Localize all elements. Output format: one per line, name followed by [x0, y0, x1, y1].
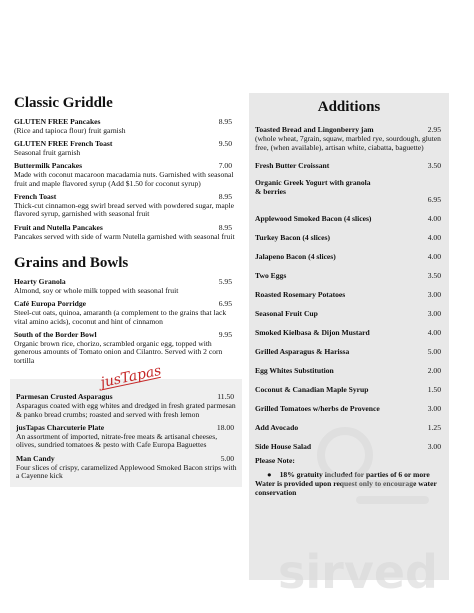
- menu-item: [14, 278, 236, 295]
- addition-name: Smoked Kielbasa & Dijon Mustard: [255, 328, 370, 337]
- addition-price: 2.95: [427, 125, 441, 134]
- addition-name: Organic Greek Yogurt with granola & berries: [255, 178, 371, 196]
- additions-simple-list: [255, 214, 441, 451]
- addition-price: 2.00: [427, 366, 441, 375]
- menu-item: [16, 455, 238, 481]
- addition-item: [255, 125, 441, 152]
- please-note-label: Please Note:: [255, 456, 295, 465]
- addition-item: [255, 309, 441, 318]
- menu-item-name: Café Europa Porridge: [14, 299, 86, 309]
- addition-item: [255, 271, 441, 280]
- menu-item-name: French Toast: [14, 192, 57, 202]
- addition-name: Egg Whites Substitution: [255, 366, 334, 375]
- addition-item: [255, 347, 441, 356]
- addition-item: [255, 214, 441, 223]
- addition-price: 4.00: [427, 233, 441, 242]
- jus-tapas-list: [16, 393, 238, 480]
- addition-item: [255, 233, 441, 242]
- section-title-classic-griddle: Classic Griddle: [14, 95, 113, 111]
- addition-price: 4.00: [427, 328, 441, 337]
- addition-item: [255, 404, 441, 413]
- addition-name: Side House Salad: [255, 442, 312, 451]
- section-title-additions: Additions: [317, 99, 381, 115]
- menu-item-name: GLUTEN FREE Pancakes: [14, 117, 101, 126]
- menu-item: [14, 224, 236, 241]
- menu-item: [14, 193, 236, 219]
- addition-item: [255, 178, 441, 204]
- addition-price: 4.00: [427, 252, 441, 261]
- menu-item: [14, 162, 236, 188]
- menu-item-price: 8.95: [218, 117, 232, 126]
- menu-item-name: Parmesan Crusted Asparagus: [16, 392, 113, 402]
- menu-item-description: Seasonal fruit garnish: [14, 147, 81, 157]
- menu-item-price: 11.50: [217, 392, 234, 402]
- menu-item-name: Hearty Granola: [14, 277, 66, 287]
- gratuity-note: [255, 470, 441, 479]
- menu-item-price: 9.95: [218, 330, 232, 340]
- addition-price: 3.00: [427, 442, 441, 451]
- addition-price: 4.00: [427, 214, 441, 223]
- water-note: Water is provided upon request only to encourage water conservation: [255, 479, 437, 497]
- addition-price: 3.00: [427, 290, 441, 299]
- addition-name: Coconut & Canadian Maple Syrup: [255, 385, 369, 394]
- addition-description: (whole wheat, 7grain, squaw, marbled rye, sourdough, gluten free, (when available), artisan white, ciabatta, baguette): [255, 134, 441, 152]
- addition-price: 1.50: [427, 385, 441, 394]
- menu-item-name: Man Candy: [16, 454, 55, 464]
- jus-tapas-box: [10, 363, 242, 486]
- addition-name: Applewood Smoked Bacon (4 slices): [255, 214, 372, 223]
- gratuity-text: 18% gratuity included for parties of 6 or more: [279, 470, 430, 479]
- menu-item-price: 9.50: [218, 139, 232, 149]
- addition-name: Fresh Butter Croissant: [255, 161, 330, 170]
- menu-item-description: Made with coconut macaroon macadamia nuts. Garnished with seasonal fruit and maple flavored syrup (Add $1.50 for coconut syrup): [14, 169, 234, 188]
- addition-name: Grilled Tomatoes w/herbs de Provence: [255, 404, 380, 413]
- menu-item-description: (Rice and tapioca flour) fruit garnish: [14, 125, 126, 135]
- jus-tapas-logo-text: jusTapas: [99, 363, 163, 392]
- menu-item-description: Organic brown rice, chorizo, scrambled organic egg, topped with generous amounts of Tomato onion and Cilantro. Served with 2 corn tortilla: [14, 338, 223, 365]
- addition-name: Two Eggs: [255, 271, 287, 280]
- menu-item-name: GLUTEN FREE French Toast: [14, 139, 113, 149]
- additions-panel: [249, 93, 449, 580]
- addition-price: 3.50: [427, 271, 441, 280]
- menu-item: [16, 393, 238, 419]
- menu-item: [14, 331, 236, 365]
- addition-item: [255, 385, 441, 394]
- addition-item: [255, 423, 441, 432]
- menu-item-price: 5.95: [218, 277, 232, 287]
- menu-item-description: Four slices of crispy, caramelized Applewood Smoked Bacon strips with a Cayenne kick: [16, 462, 237, 481]
- addition-item: [255, 161, 441, 170]
- menu-item: [14, 140, 236, 157]
- addition-name: Jalapeno Bacon (4 slices): [255, 252, 336, 261]
- menu-item-name: South of the Border Bowl: [14, 330, 97, 340]
- jus-tapas-logo: [99, 363, 162, 390]
- bullet-icon: ●: [267, 470, 272, 479]
- addition-price: 3.00: [427, 309, 441, 318]
- addition-price: 3.50: [427, 161, 441, 170]
- addition-price: 6.95: [427, 195, 441, 204]
- addition-price: 1.25: [427, 423, 441, 432]
- menu-item-description: Pancakes served with side of warm Nutella garnished with seasonal fruit: [14, 231, 235, 241]
- menu-item-price: 18.00: [216, 423, 234, 433]
- menu-item-price: 7.00: [218, 161, 232, 171]
- watermark-text: sirved: [278, 545, 438, 599]
- classic-griddle-list: [14, 118, 236, 241]
- addition-item: [255, 366, 441, 375]
- menu-item-price: 8.95: [218, 192, 232, 202]
- addition-name: Add Avocado: [255, 423, 299, 432]
- grains-and-bowls-list: [14, 278, 236, 365]
- menu-item-price: 6.95: [218, 299, 232, 309]
- menu-item-price: 8.95: [218, 222, 232, 232]
- addition-item: [255, 252, 441, 261]
- menu-item-name: Buttermilk Pancakes: [14, 161, 83, 171]
- menu-item: [16, 424, 238, 450]
- addition-price: 5.00: [427, 347, 441, 356]
- menu-item: [14, 300, 236, 326]
- addition-item: [255, 290, 441, 299]
- menu-item-description: Thick-cut cinnamon-egg swirl bread served with powdered sugar, maple flavored syrup, garnished with seasonal fruit: [14, 200, 235, 219]
- additions-list: [249, 117, 449, 497]
- addition-name: Grilled Asparagus & Harissa: [255, 347, 350, 356]
- menu-item-description: Steel-cut oats, quinoa, amaranth (a complement to the grains that lack vital amino acids), coconut and hint of cinnamon: [14, 307, 227, 326]
- menu-item-name: Fruit and Nutella Pancakes: [14, 222, 103, 232]
- addition-item: [255, 442, 441, 451]
- menu-item-name: jusTapas Charcuterie Plate: [16, 423, 105, 433]
- menu-item-description: An assortment of imported, nitrate-free meats & artisanal cheeses, olives, sundried tomatoes & pesto with Cafe Europa Baguettes: [16, 431, 218, 450]
- menu-item-description: Asparagus coated with egg whites and dredged in fresh grated parmesan & panko bread crumbs; roasted and served with fresh lemon: [16, 401, 236, 419]
- section-title-grains-and-bowls: Grains and Bowls: [14, 255, 129, 272]
- addition-name: Toasted Bread and Lingonberry jam: [255, 125, 374, 134]
- addition-item: [255, 328, 441, 337]
- left-column: [14, 94, 236, 487]
- menu-item: [14, 118, 236, 135]
- menu-item-description: Almond, soy or whole milk topped with seasonal fruit: [14, 285, 179, 295]
- addition-price: 3.00: [427, 404, 441, 413]
- addition-name: Seasonal Fruit Cup: [255, 309, 318, 318]
- menu-item-price: 5.00: [220, 454, 234, 464]
- addition-name: Roasted Rosemary Potatoes: [255, 290, 346, 299]
- addition-name: Turkey Bacon (4 slices): [255, 233, 331, 242]
